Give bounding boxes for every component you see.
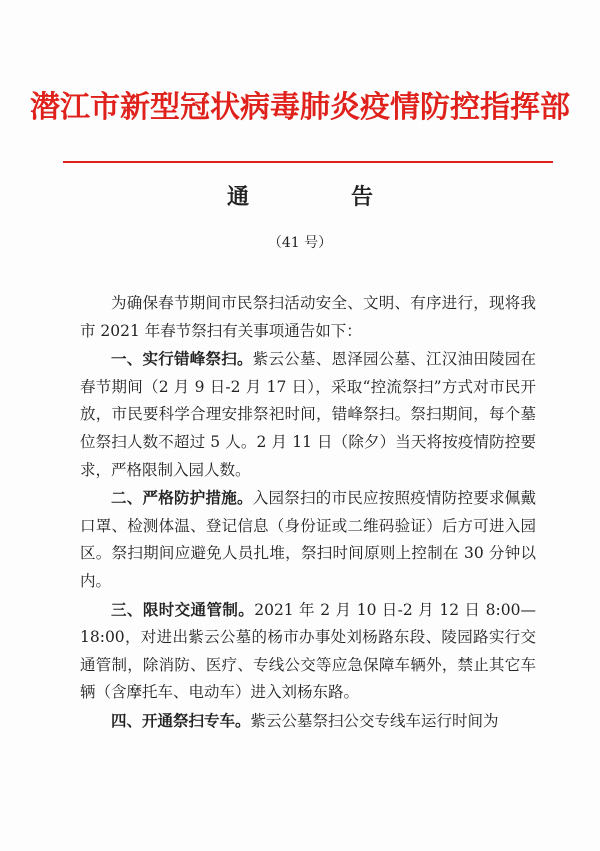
notice-number: （41 号） (267, 235, 333, 251)
paragraph-2-lead: 二、严格防护措施。 (111, 488, 253, 508)
paragraph-2-text: 入园祭扫的市民应按照疫情防控要求佩戴口罩、检测体温、登记信息（身份证或二维码验证）后方可进入园区。祭扫期间应避免人员扎堆，祭扫时间原则上控制在 30 分钟以内。 (80, 489, 536, 590)
paragraph-1 (80, 345, 536, 484)
notice-body (80, 290, 536, 736)
paragraph-1-text: 紫云公墓、恩泽园公墓、江汉油田陵园在春节期间（2 月 9 日-2 月 17 日），采取“控流祭扫”方式对市民开放，市民要科学合理安排祭祀时间，错峰祭扫。祭扫期间，每个墓位祭扫人数不超过 5 人。2 月 11 日（除夕）当天将按疫情防控要求，严格限制入园人数。 (80, 350, 536, 479)
paragraph-3-lead: 三、限时交通管制。 (111, 599, 255, 619)
paragraph-4 (80, 707, 536, 736)
paragraph-4-lead: 四、开通祭扫专车。 (111, 710, 251, 730)
paragraph-2 (80, 484, 536, 595)
notice-title: 通 告 (226, 184, 413, 210)
red-divider-line (63, 161, 553, 163)
paragraph-intro (80, 290, 536, 345)
paragraph-4-text: 紫云公墓祭扫公交专线车运行时间为 (250, 711, 499, 730)
paragraph-intro-text: 为确保春节期间市民祭扫活动安全、文明、有序进行，现将我市 2021 年春节祭扫有关事项通告如下： (80, 294, 536, 340)
paragraph-3-text: 2021 年 2 月 10 日-2 月 12 日 8:00—18:00，对进出紫云公墓的杨市办事处刘杨路东段、陵园路实行交通管制，除消防、医疗、专线公交等应急保障车辆外，禁止其它车辆（含摩托车、电动车）进入刘杨东路。 (80, 600, 536, 702)
paragraph-1-lead: 一、实行错峰祭扫。 (111, 349, 253, 369)
paragraph-3 (80, 596, 536, 707)
org-header-title: 潜江市新型冠状病毒肺炎疫情防控指挥部 (30, 90, 570, 125)
